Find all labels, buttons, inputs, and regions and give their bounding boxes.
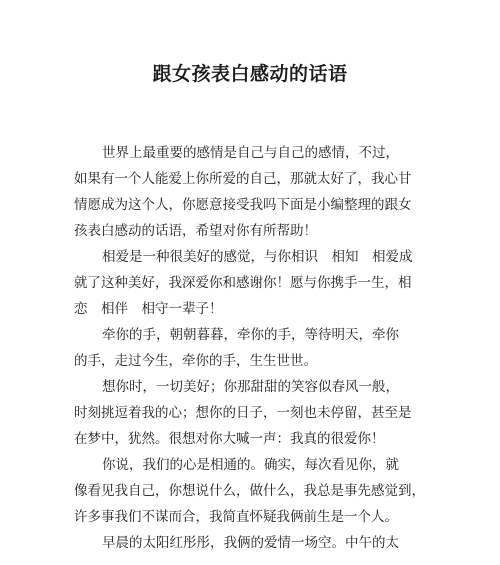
text-line: 像看见我自己，你想说什么，做什么，我总是事先感觉到，	[74, 483, 425, 499]
text-line: 世界上最重要的感情是自己与自己的感情，不过，	[102, 145, 399, 161]
paragraph-2	[74, 244, 430, 322]
text-line: 牵你的手，朝朝暮暮，牵你的手，等待明天，牵你	[102, 327, 399, 343]
text-line: 恋 相伴 相守一辈子！	[74, 301, 223, 317]
text-line: 你说，我们的心是相通的。确实，每次看见你，就	[102, 457, 399, 473]
text-line: 就了这种美好，我深爱你和感谢你！愿与你携手一生，相	[74, 275, 412, 291]
text-line: 在梦中，犹然。很想对你大喊一声：我真的很爱你！	[74, 431, 385, 447]
paragraph-1	[74, 140, 430, 244]
document-body	[74, 140, 430, 556]
paragraph-3	[74, 322, 430, 374]
text-line: 早晨的太阳红彤彤，我俩的爱情一场空。中午的太	[102, 535, 399, 551]
paragraph-6	[74, 530, 430, 556]
paragraph-4	[74, 374, 430, 452]
text-line: 想你时，一切美好；你那甜甜的笑容似春风一般，	[102, 379, 399, 395]
paragraph-5	[74, 452, 430, 530]
text-line: 情愿成为这个人，你愿意接受我吗下面是小编整理的跟女	[74, 197, 412, 213]
document-title: 跟女孩表白感动的话语	[152, 63, 348, 85]
text-line: 许多事我们不谋而合，我简直怀疑我俩前生是一个人。	[74, 509, 398, 525]
text-line: 如果有一个人能爱上你所爱的自己，那就太好了，我心甘	[74, 171, 412, 187]
text-line: 的手，走过今生，牵你的手，生生世世。	[74, 353, 317, 369]
text-line: 相爱是一种很美好的感觉，与你相识 相知 相爱成	[102, 249, 413, 265]
text-line: 时刻挑逗着我的心；想你的日子，一刻也未停留，甚至是	[74, 405, 412, 421]
text-line: 孩表白感动的话语，希望对你有所帮助！	[74, 223, 317, 239]
